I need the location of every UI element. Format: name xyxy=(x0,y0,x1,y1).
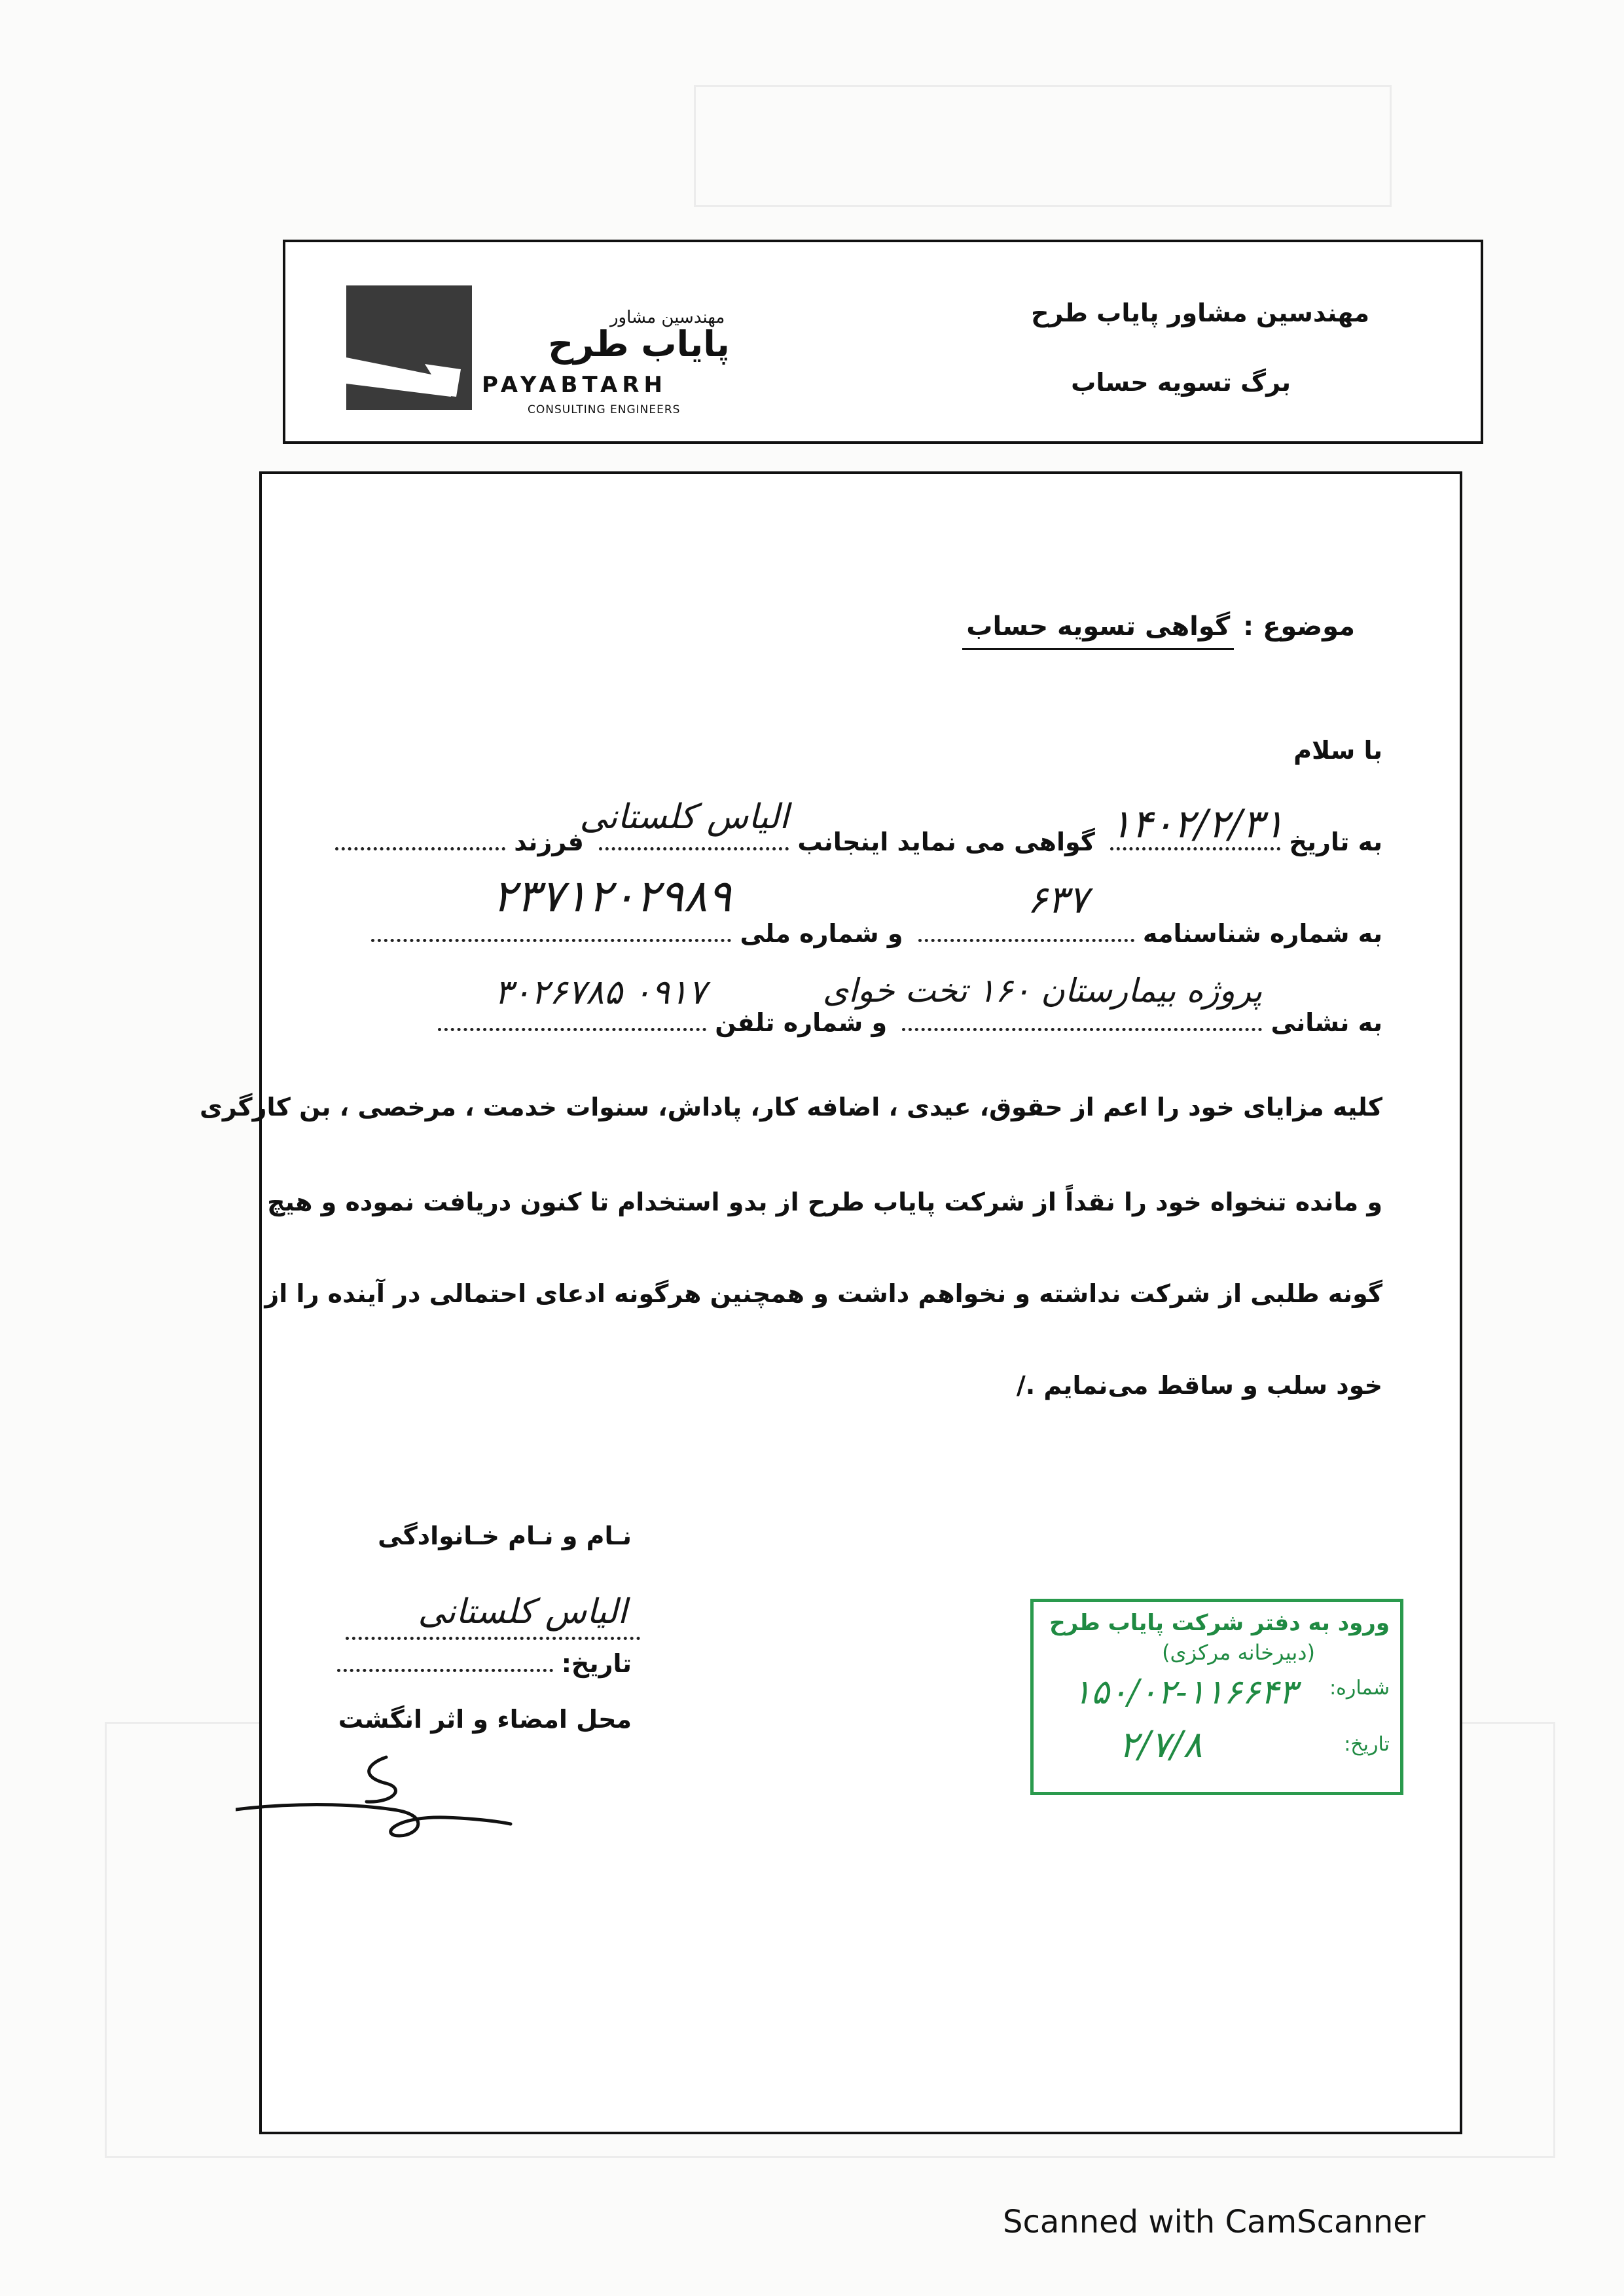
subject-line xyxy=(962,611,1355,642)
stamp-number-handwritten: ۱۵۰/۰۲-۱۱۶۶۴۳ xyxy=(1073,1673,1297,1712)
form-title: برگ تسویه حساب xyxy=(1071,368,1291,397)
signer-date-field xyxy=(337,1664,553,1672)
phone-handwritten: ۰۹۱۷ ۳۰۲۶۷۸۵ xyxy=(494,973,706,1012)
birth-cert-handwritten: ۶۳۷ xyxy=(1027,877,1089,922)
national-id-handwritten: ۲۳۷۱۲۰۲۹۸۹ xyxy=(492,871,732,922)
paragraph-line-4: خود سلب و ساقط می‌نمایم ./ xyxy=(1016,1371,1382,1400)
address-field xyxy=(902,1023,1262,1031)
date-name-line xyxy=(335,797,1382,856)
line3-prefix: به نشانی xyxy=(1271,1008,1382,1037)
paragraph-line-1: کلیه مزایای خود را اعم از حقوق، عیدی ، اضافه کار، پاداش، سنوات خدمت ، مرخصی ، بن کارگری xyxy=(200,1093,1382,1121)
logo-subtitle-en: CONSULTING ENGINEERS xyxy=(528,403,681,416)
handwritten-signature xyxy=(236,1738,576,1849)
letter-body xyxy=(200,471,1462,2134)
subject-value: گواهی تسویه حساب xyxy=(962,611,1234,650)
signer-name-field xyxy=(346,1631,640,1640)
national-id-field xyxy=(371,934,731,942)
name-handwritten: الیاس کلستانی xyxy=(579,797,789,837)
line2-middle: و شماره ملی xyxy=(740,919,903,948)
signer-name-label: نـام و نـام خـانوادگی xyxy=(378,1522,632,1550)
logo-name-en: PAYABTARH xyxy=(482,372,667,398)
address-line xyxy=(431,972,1382,1037)
signer-name-row xyxy=(346,1592,647,1639)
camscanner-watermark: Scanned with CamScanner xyxy=(1003,2204,1426,2240)
stamp-date-label: تاریخ: xyxy=(1344,1733,1390,1756)
father-name-field xyxy=(335,842,505,850)
stamp-number-label: شماره: xyxy=(1329,1677,1390,1700)
stamp-title: ورود به دفتر شرکت پایاب طرح xyxy=(1049,1610,1390,1636)
line1-middle: گواهی می نماید اینجانب xyxy=(797,828,1095,856)
signature-place-label: محل امضاء و اثر انگشت xyxy=(338,1705,632,1734)
line1-prefix: به تاریخ xyxy=(1289,828,1382,856)
phone-field xyxy=(438,1023,706,1031)
registry-stamp xyxy=(1030,1599,1403,1795)
stamp-date-handwritten: ۲/۷/۸ xyxy=(1119,1724,1202,1766)
address-handwritten: پروژه بیمارستان ۱۶۰ تخت خوای xyxy=(822,972,1263,1010)
id-line xyxy=(365,871,1382,948)
name-field xyxy=(599,842,789,850)
stamp-subtitle: (دبیرخانه مرکزی) xyxy=(1162,1640,1315,1665)
date-handwritten: ۱۴۰۲/۲/۳۱ xyxy=(1110,801,1285,847)
signer-name-handwritten: الیاس کلستانی xyxy=(418,1592,627,1631)
letterhead xyxy=(283,240,1483,444)
greeting: با سلام xyxy=(1293,736,1382,765)
paragraph-line-2: و مانده تنخواه خود را نقداً از شرکت پایاب طرح از بدو استخدام تا کنون دریافت نموده و هیچ xyxy=(267,1188,1382,1216)
line3-middle: و شماره تلفن xyxy=(715,1008,888,1037)
logo-name-fa: پایاب طرح xyxy=(548,323,730,365)
line1-suffix: فرزند xyxy=(514,828,584,856)
bleed-through-box xyxy=(694,85,1392,207)
paragraph-line-3: گونه طلبی از شرکت نداشته و نخواهم داشت و همچنین هرگونه ادعای احتمالی در آینده را از xyxy=(264,1279,1382,1308)
payabtarh-logo-icon xyxy=(346,285,472,410)
signer-date-row xyxy=(337,1649,632,1678)
signer-date-label: تاریخ: xyxy=(561,1649,632,1678)
subject-label: موضوع : xyxy=(1243,611,1355,642)
logo-tagline-fa: مهندسین مشاور xyxy=(610,308,725,327)
birth-cert-field xyxy=(918,934,1134,942)
line2-prefix: به شماره شناسنامه xyxy=(1142,919,1382,948)
company-name: مهندسین مشاور پایاب طرح xyxy=(1031,299,1369,327)
